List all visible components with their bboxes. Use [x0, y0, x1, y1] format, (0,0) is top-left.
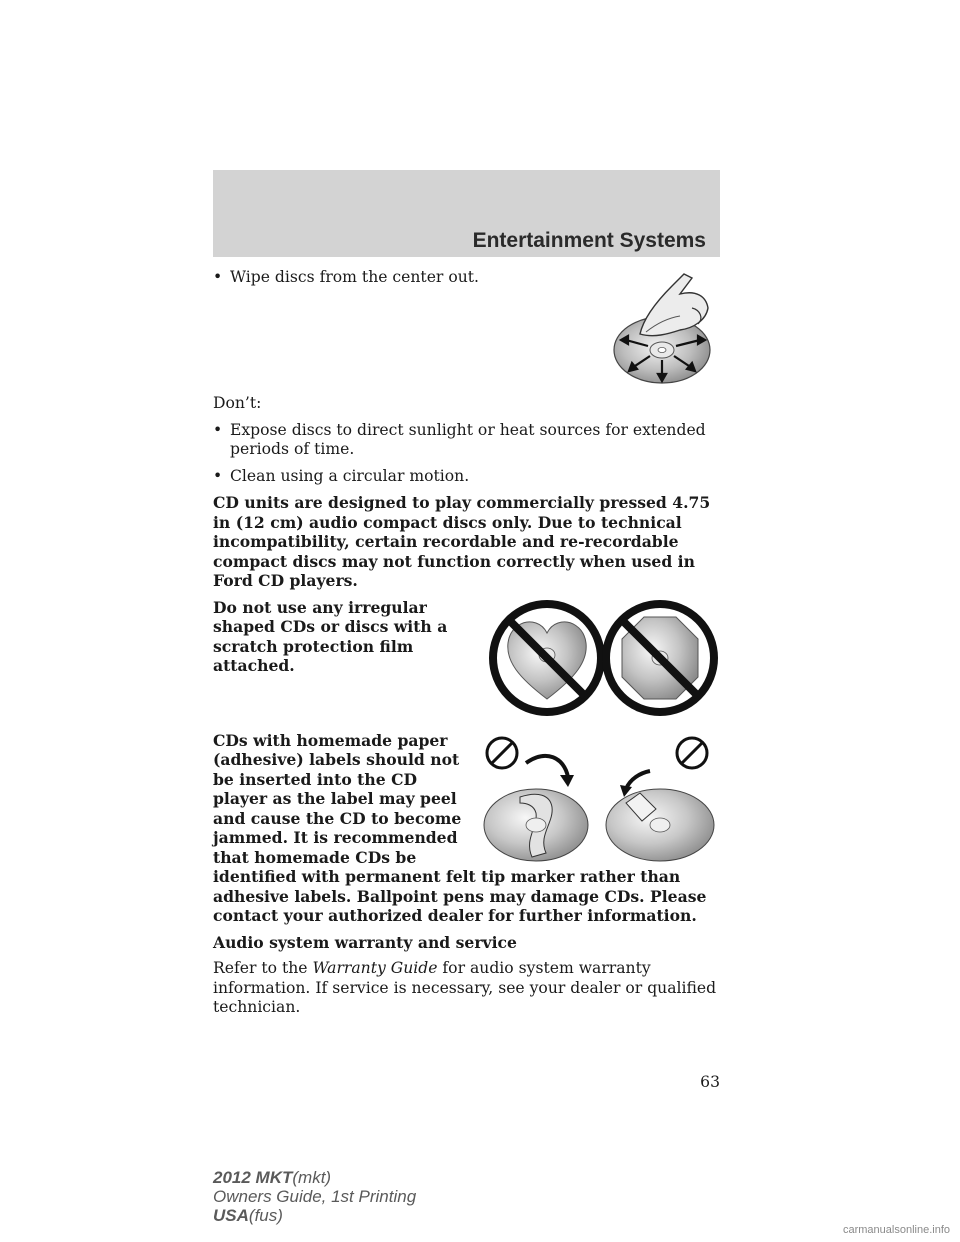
octagon-disc-icon: [606, 604, 714, 712]
heart-disc-icon: [493, 604, 601, 712]
warranty-paragraph: [213, 959, 720, 1018]
watermark-link[interactable]: carmanualsonline.info: [842, 1224, 950, 1236]
dont-item: [213, 467, 720, 487]
bullet-dot: •: [213, 420, 223, 439]
dont-item: [213, 421, 720, 460]
footer-edition: Owners Guide, 1st Printing: [213, 1187, 417, 1206]
section-header-band: [213, 170, 720, 257]
section-title: Entertainment Systems: [472, 229, 706, 252]
warranty-guide-title: Warranty Guide: [312, 959, 438, 977]
dont-label: Don’t:: [213, 394, 262, 412]
page-number: 63: [700, 1073, 720, 1091]
footer-market-code: (fus): [248, 1206, 283, 1225]
irregular-discs-paragraph: Do not use any irregular shaped CDs or discs with a scratch protection film attached.: [213, 597, 448, 675]
footer-model: 2012 MKT: [213, 1168, 293, 1187]
bullet-text: Expose discs to direct sunlight or heat sources for extended periods of time.: [230, 420, 706, 458]
warranty-text-post: for audio system warranty information. If service is necessary, see your dealer or qualified technician.: [213, 959, 717, 1016]
adhesive-label-prohibited-illustration: [480, 731, 720, 863]
irregular-discs-prohibited-illustration: [488, 599, 720, 717]
print-footer: [213, 1168, 416, 1225]
bullet-dot: •: [213, 466, 223, 485]
bullet-text: Wipe discs from the center out.: [230, 268, 479, 286]
label-on-disc-icon: [606, 738, 714, 861]
cd-units-paragraph: CD units are designed to play commercially pressed 4.75 in (12 cm) audio compact discs only. Due to technical incompatibility, certain recordable and re-recordable compact discs may not function correctly when used in Ford CD players.: [213, 493, 711, 590]
page-content: [213, 268, 720, 1025]
warranty-text-pre: Refer to the: [213, 959, 313, 977]
bullet-wipe: [213, 268, 720, 288]
footer-market: USA: [213, 1206, 249, 1225]
bullet-text: Clean using a circular motion.: [230, 466, 470, 485]
footer-model-code: (mkt): [292, 1168, 332, 1187]
peeling-label-disc-icon: [484, 738, 588, 861]
warranty-heading: Audio system warranty and service: [213, 932, 517, 952]
bullet-dot: •: [213, 268, 223, 286]
homemade-labels-paragraph: CDs with homemade paper (adhesive) labels should not be inserted into the CD player as the label may peel and cause the CD to become jammed. It is recommended that homemade CDs be identified with permanent felt tip marker rather than adhesive labels. Ballpoint pens may damage CDs. Please contact your authorized dealer for further information.: [213, 730, 707, 925]
